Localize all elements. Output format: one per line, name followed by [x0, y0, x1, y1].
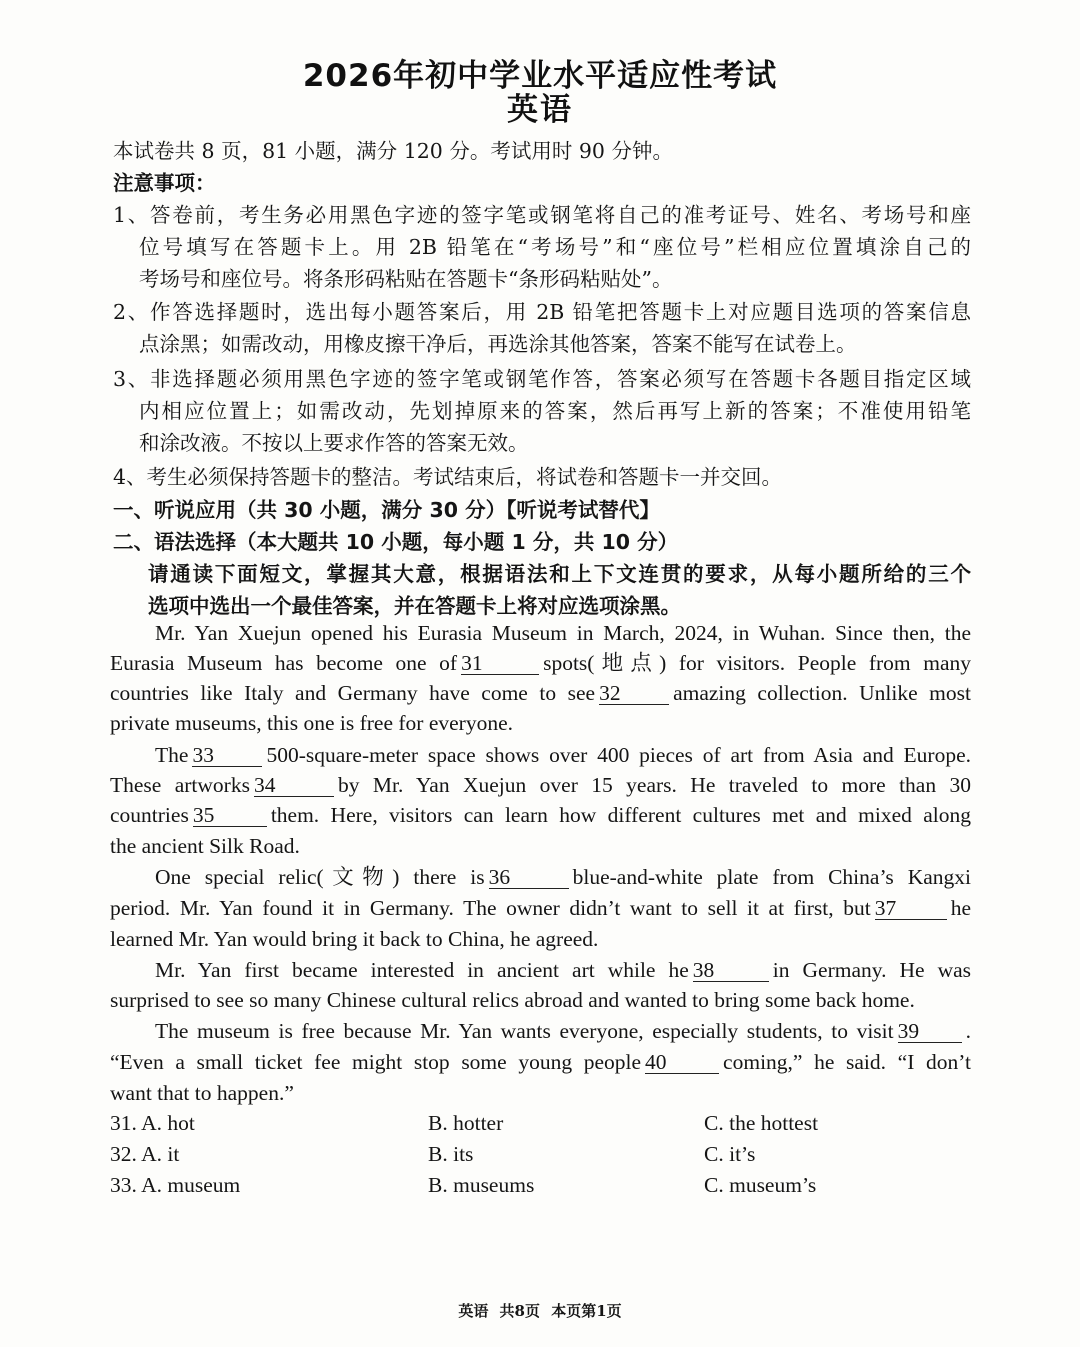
blank-39: 39	[898, 1020, 962, 1043]
passage-line: countries 35 them. Here, visitors can learn how different cultures met and mixed along	[110, 803, 971, 827]
passage-line: The museum is free because Mr. Yan wants everyone, especially students, to visit 39 .	[155, 1019, 971, 1043]
notice-line: 位号填写在答题卡上。用 2B 铅笔在“考场号”和“座位号”栏相应位置填涂自己的	[139, 235, 971, 259]
option-b: B. hotter	[428, 1111, 504, 1135]
question-number: 31.	[110, 1111, 137, 1135]
option-b: B. its	[428, 1142, 474, 1166]
notice-line: 4、考生必须保持答题卡的整洁。考试结束后，将试卷和答题卡一并交回。	[113, 465, 783, 489]
blank-38: 38	[693, 959, 769, 982]
passage-line: The 33 500-square-meter space shows over 400 pieces of art from Asia and Europe.	[155, 743, 971, 767]
passage-line: learned Mr. Yan would bring it back to China, he agreed.	[110, 927, 599, 951]
option-a: A. it	[141, 1142, 180, 1166]
notice-heading: 注意事项：	[113, 171, 216, 195]
option-c: C. museum’s	[704, 1173, 817, 1197]
passage-line: Mr. Yan first became interested in ancient art while he 38 in Germany. He was	[155, 958, 971, 982]
passage-line: These artworks 34 by Mr. Yan Xuejun over 15 years. He traveled to more than 30	[110, 773, 971, 797]
blank-40: 40	[645, 1051, 719, 1074]
option-a: A. hot	[141, 1111, 195, 1135]
passage-line: countries like Italy and Germany have come to see 32 amazing collection. Unlike most	[110, 681, 971, 705]
blank-37: 37	[875, 897, 947, 920]
notice-line: 3、非选择题必须用黑色字迹的签字笔或钢笔作答，答案必须写在答题卡各题目指定区域	[113, 367, 971, 391]
instructions-line: 选项中选出一个最佳答案，并在答题卡上将对应选项涂黑。	[148, 594, 681, 618]
page-footer: 英语 共8页 本页第1页	[458, 1302, 622, 1320]
notice-line: 点涂黑；如需改动，用橡皮擦干净后，再选涂其他答案，答案不能写在试卷上。	[139, 332, 857, 356]
question-number: 32.	[110, 1142, 137, 1166]
blank-35: 35	[193, 804, 267, 827]
blank-32: 32	[599, 682, 669, 705]
notice-line: 1、答卷前，考生务必用黑色字迹的签字笔或钢笔将自己的准考证号、姓名、考场号和座	[113, 203, 971, 227]
passage-line: private museums, this one is free for everyone.	[110, 711, 513, 735]
section-heading: 一、听说应用（共 30 小题，满分 30 分）【听说考试替代】	[113, 498, 660, 522]
blank-31: 31	[461, 652, 539, 675]
exam-title: 2026年初中学业水平适应性考试	[302, 58, 778, 94]
instructions-line: 请通读下面短文，掌握其大意，根据语法和上下文连贯的要求，从每小题所给的三个	[148, 562, 971, 586]
section-heading: 二、语法选择（本大题共 10 小题，每小题 1 分，共 10 分）	[113, 530, 679, 554]
blank-36: 36	[489, 866, 569, 889]
option-row	[110, 1111, 195, 1136]
passage-line: period. Mr. Yan found it in Germany. The owner didn’t want to sell it at first, but 37 he	[110, 896, 971, 920]
option-b: B. museums	[428, 1173, 535, 1197]
notice-line: 考场号和座位号。将条形码粘贴在答题卡“条形码粘贴处”。	[139, 267, 673, 291]
notice-line: 和涂改液。不按以上要求作答的答案无效。	[139, 431, 529, 455]
notice-line: 内相应位置上；如需改动，先划掉原来的答案，然后再写上新的答案；不准使用铅笔	[139, 399, 971, 423]
notice-line: 2、作答选择题时，选出每小题答案后，用 2B 铅笔把答题卡上对应题目选项的答案信息	[113, 300, 971, 324]
option-row	[110, 1173, 240, 1198]
passage-line: Eurasia Museum has become one of 31 spots(地点) for visitors. People from many	[110, 651, 971, 675]
option-c: C. it’s	[704, 1142, 756, 1166]
passage-line: surprised to see so many Chinese cultural relics abroad and wanted to bring some back home.	[110, 988, 915, 1012]
subject-title: 英语	[507, 92, 573, 128]
question-number: 33.	[110, 1173, 137, 1197]
passage-line: One special relic(文物) there is 36 blue-and-white plate from China’s Kangxi	[155, 865, 971, 889]
passage-line: Mr. Yan Xuejun opened his Eurasia Museum in March, 2024, in Wuhan. Since then, the	[155, 621, 971, 645]
blank-34: 34	[254, 774, 334, 797]
passage-line: the ancient Silk Road.	[110, 834, 300, 858]
blank-33: 33	[192, 744, 262, 767]
intro-text: 本试卷共 8 页，81 小题，满分 120 分。考试用时 90 分钟。	[113, 139, 673, 163]
passage-line: “Even a small ticket fee might stop some young people 40 coming,” he said. “I don’t	[110, 1050, 972, 1074]
option-row	[110, 1142, 179, 1167]
option-c: C. the hottest	[704, 1111, 819, 1135]
option-a: A. museum	[141, 1173, 241, 1197]
passage-line: want that to happen.”	[110, 1081, 294, 1105]
